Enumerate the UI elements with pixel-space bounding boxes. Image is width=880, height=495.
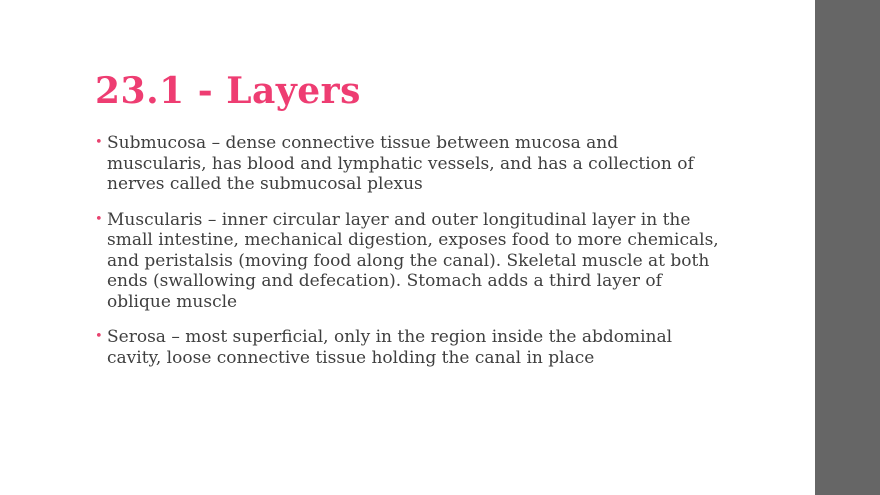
right-accent-bar (815, 0, 880, 495)
list-item (95, 327, 720, 368)
bullet-icon: • (95, 329, 103, 345)
slide-content (95, 70, 735, 383)
bullet-text-muscularis: Muscularis – inner circular layer and outer longitudinal layer in the small intestine, mechanical digestion, exposes food to more chemicals, and peristalsis (moving food along the canal). Skeletal muscle at both ends (swallowing and defecation). Stomach adds a third layer of oblique muscle (107, 209, 719, 312)
list-item (95, 210, 720, 313)
bullet-icon: • (95, 135, 103, 151)
page-title: 23.1 - Layers (95, 70, 361, 112)
bullet-text-submucosa: Submucosa – dense connective tissue between mucosa and muscularis, has blood and lymphatic vessels, and has a collection of nerves called the submucosal plexus (107, 133, 694, 195)
bullet-text-serosa: Serosa – most superficial, only in the region inside the abdominal cavity, loose connective tissue holding the canal in place (107, 327, 673, 368)
bullet-list (95, 133, 720, 368)
list-item (95, 133, 720, 195)
bullet-icon: • (95, 211, 103, 227)
